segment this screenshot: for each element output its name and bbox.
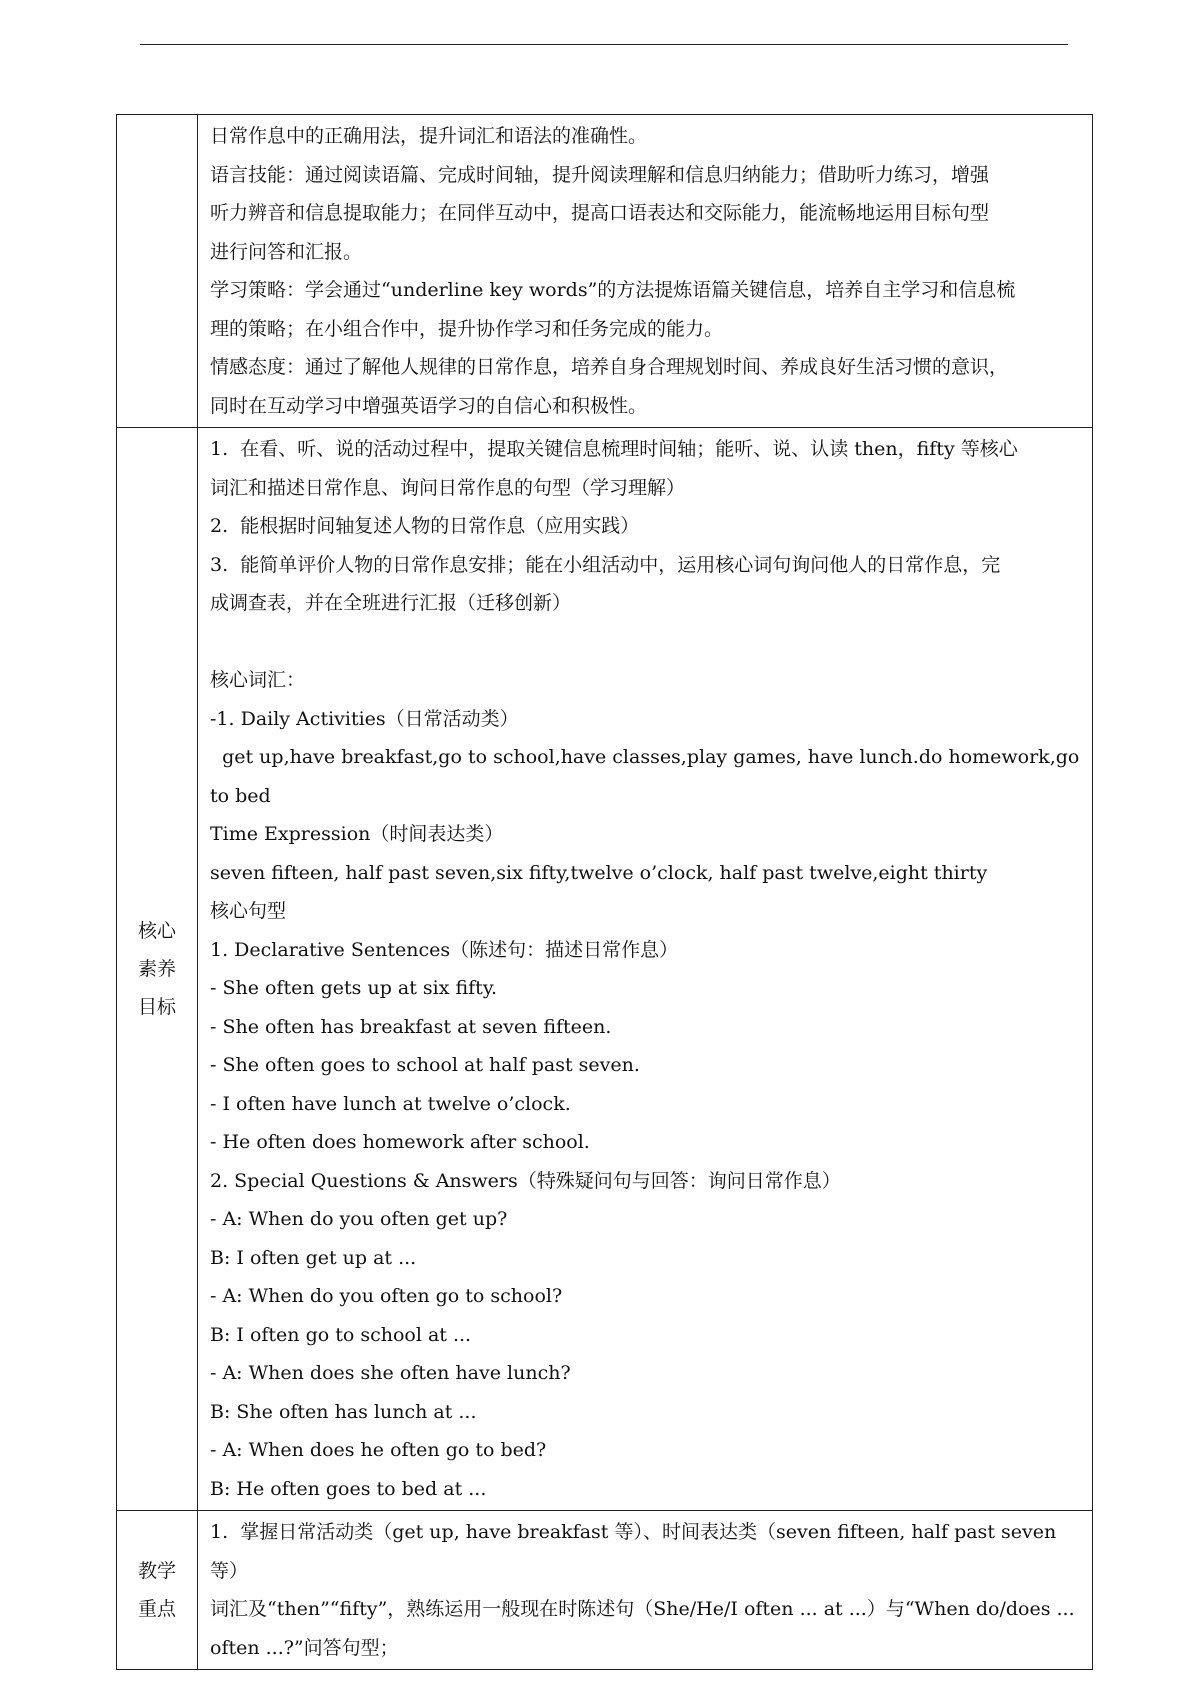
row-label-cell xyxy=(117,428,198,1511)
content-line: - He often does homework after school. xyxy=(210,1131,590,1153)
content-line: 1. 在看、听、说的活动过程中，提取关键信息梳理时间轴；能听、说、认读 then，fifty 等核心 xyxy=(210,438,1018,460)
content-line: 进行问答和汇报。 xyxy=(210,240,363,263)
lesson-plan-table xyxy=(116,114,1093,1670)
content-line: 日常作息中的正确用法，提升词汇和语法的准确性。 xyxy=(210,125,648,147)
content-line: 成调查表，并在全班进行汇报（迁移创新） xyxy=(210,592,572,614)
row-label: 核心素养目标 xyxy=(137,920,176,1018)
row-label-cell xyxy=(117,115,198,428)
content-line: 同时在互动学习中增强英语学习的自信心和积极性。 xyxy=(210,394,648,417)
content-line: 2. Special Questions & Answers（特殊疑问句与回答：询问日常作息） xyxy=(210,1169,841,1192)
content-line: B: She often has lunch at ... xyxy=(210,1400,477,1423)
lesson-plan-body xyxy=(117,115,1093,1670)
content-line: Time Expression（时间表达类） xyxy=(210,823,504,845)
content-line: 1. Declarative Sentences（陈述句：描述日常作息） xyxy=(210,938,679,961)
content-line: 理的策略；在小组合作中，提升协作学习和任务完成的能力。 xyxy=(210,317,724,340)
content-line: - I often have lunch at twelve o’clock. xyxy=(210,1092,571,1115)
table-row-core-literacy-goals xyxy=(117,428,1093,1511)
content-line: 词汇及“then”“fifty”，熟练运用一般现在时陈述句（She/He/I often ... at ...）与“When do/does ... xyxy=(210,1598,1075,1620)
row-content-cell xyxy=(198,1511,1093,1670)
row-content-cell xyxy=(198,428,1093,1511)
content-line: - A: When does he often go to bed? xyxy=(210,1439,547,1461)
content-line: 学习策略：学会通过“underline key words”的方法提炼语篇关键信息，培养自主学习和信息梳 xyxy=(210,279,1016,301)
content-line: 1. 掌握日常活动类（get up, have breakfast 等）、时间表达类（seven fifteen, half past seven 等） xyxy=(210,1521,1063,1582)
content-line: 情感态度：通过了解他人规律的日常作息，培养自身合理规划时间、养成良好生活习惯的意识， xyxy=(210,356,1009,378)
table-row-continued-goals xyxy=(117,115,1093,428)
content-line: 2. 能根据时间轴复述人物的日常作息（应用实践） xyxy=(210,515,640,537)
row-label-cell xyxy=(117,1511,198,1670)
content-line: 语言技能：通过阅读语篇、完成时间轴，提升阅读理解和信息归纳能力；借助听力练习，增强 xyxy=(210,163,990,186)
content-line: B: I often go to school at ... xyxy=(210,1323,472,1346)
content-line: 核心句型 xyxy=(210,900,287,922)
content-line: B: He often goes to bed at ... xyxy=(210,1477,487,1500)
content-line: - A: When do you often get up? xyxy=(210,1208,508,1230)
content-line: often ...?”问答句型； xyxy=(210,1636,399,1659)
row-content-cell xyxy=(198,115,1093,428)
content-line: 词汇和描述日常作息、询问日常作息的句型（学习理解） xyxy=(210,476,686,499)
table-row-teaching-focus xyxy=(117,1511,1093,1670)
content-line: - She often goes to school at half past seven. xyxy=(210,1054,640,1076)
content-line: 3. 能简单评价人物的日常作息安排；能在小组活动中，运用核心词句询问他人的日常作息，完 xyxy=(210,553,1001,576)
content-line: - A: When does she often have lunch? xyxy=(210,1362,571,1384)
content-line: -1. Daily Activities（日常活动类） xyxy=(210,707,519,730)
content-line: B: I often get up at ... xyxy=(210,1246,417,1269)
content-line: seven fifteen, half past seven,six fifty,twelve o’clock, half past twelve,eight thirty xyxy=(210,861,988,884)
content-line: 听力辨音和信息提取能力；在同伴互动中，提高口语表达和交际能力，能流畅地运用目标句型 xyxy=(210,202,990,224)
blank-line xyxy=(210,623,1082,662)
content-line: - A: When do you often go to school? xyxy=(210,1285,563,1307)
row-label: 教学重点 xyxy=(137,1560,176,1620)
content-line: get up,have breakfast,go to school,have classes,play games, have lunch.do homework,go to bed xyxy=(210,746,1086,807)
content-line: - She often gets up at six fifty. xyxy=(210,977,498,999)
content-line: - She often has breakfast at seven fifteen. xyxy=(210,1015,612,1038)
header-rule xyxy=(140,44,1068,45)
content-line: 核心词汇： xyxy=(210,669,306,691)
